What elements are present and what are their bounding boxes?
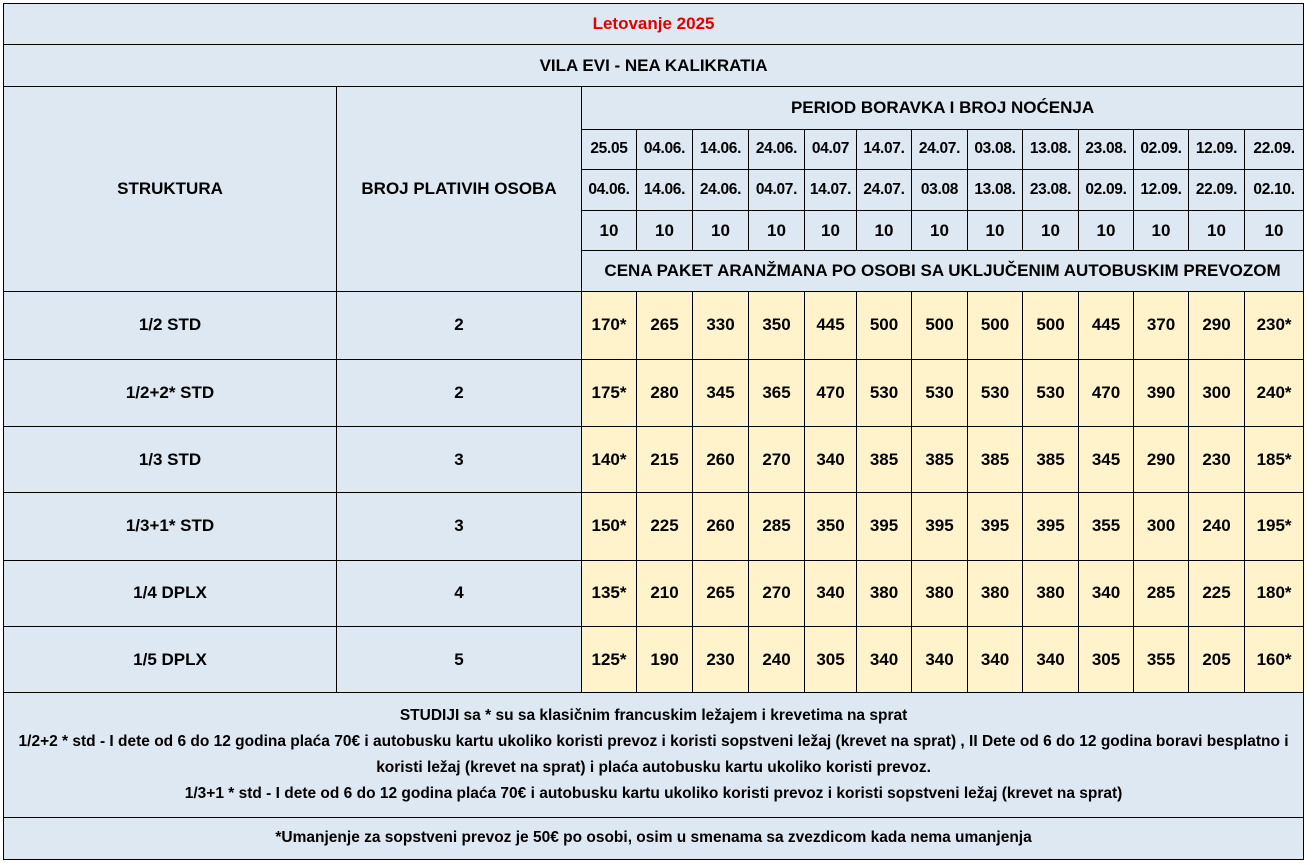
price-cell: 395 [912, 493, 968, 560]
period-nights: 10 [582, 210, 637, 250]
price-cell: 365 [749, 359, 805, 426]
notes-block [4, 693, 1304, 818]
price-cell: 500 [857, 292, 912, 359]
room-structure: 1/3+1* STD [4, 493, 337, 560]
room-structure: 1/2+2* STD [4, 359, 337, 426]
period-end-date: 13.08. [968, 169, 1023, 210]
period-end-date: 04.06. [582, 169, 637, 210]
price-cell: 340 [805, 560, 857, 626]
period-start-date: 03.08. [968, 129, 1023, 169]
period-start-date: 14.07. [857, 129, 912, 169]
price-cell: 380 [1023, 560, 1079, 626]
period-nights: 10 [1023, 210, 1079, 250]
price-cell: 240 [749, 626, 805, 692]
period-end-date: 03.08 [912, 169, 968, 210]
price-cell: 470 [805, 359, 857, 426]
paying-persons: 3 [337, 426, 582, 492]
price-cell: 300 [1189, 359, 1245, 426]
page-title: Letovanje 2025 [4, 4, 1304, 45]
period-start-date: 25.05 [582, 129, 637, 169]
price-cell: 290 [1134, 426, 1189, 492]
price-cell: 300 [1134, 493, 1189, 560]
paying-persons: 2 [337, 359, 582, 426]
price-cell: 230 [693, 626, 749, 692]
price-cell: 125* [582, 626, 637, 692]
table-row [4, 292, 1304, 359]
price-cell: 285 [1134, 560, 1189, 626]
price-cell: 175* [582, 359, 637, 426]
price-cell: 290 [1189, 292, 1245, 359]
period-end-date: 02.09. [1079, 169, 1134, 210]
price-cell: 500 [968, 292, 1023, 359]
period-nights: 10 [912, 210, 968, 250]
price-cell: 395 [968, 493, 1023, 560]
price-cell: 385 [968, 426, 1023, 492]
price-cell: 380 [857, 560, 912, 626]
period-end-date: 14.07. [805, 169, 857, 210]
period-nights: 10 [1189, 210, 1245, 250]
price-cell: 240 [1189, 493, 1245, 560]
price-cell: 270 [749, 426, 805, 492]
paying-persons: 2 [337, 292, 582, 359]
price-cell: 180* [1245, 560, 1304, 626]
price-cell: 225 [637, 493, 693, 560]
price-cell: 340 [968, 626, 1023, 692]
price-cell: 340 [805, 426, 857, 492]
period-start-date: 12.09. [1189, 129, 1245, 169]
price-cell: 225 [1189, 560, 1245, 626]
price-cell: 140* [582, 426, 637, 492]
table-row [4, 426, 1304, 492]
period-end-date: 02.10. [1245, 169, 1304, 210]
period-end-date: 14.06. [637, 169, 693, 210]
period-header: PERIOD BORAVKA I BROJ NOĆENJA [582, 87, 1304, 129]
period-start-date: 02.09. [1134, 129, 1189, 169]
price-cell: 230 [1189, 426, 1245, 492]
price-cell: 170* [582, 292, 637, 359]
price-cell: 285 [749, 493, 805, 560]
table-row [4, 560, 1304, 626]
price-cell: 185* [1245, 426, 1304, 492]
price-cell: 260 [693, 426, 749, 492]
footer-note: *Umanjenje za sopstveni prevoz je 50€ po osobi, osim u smenama sa zvezdicom kada nema umanjenja [4, 817, 1304, 859]
price-cell: 445 [805, 292, 857, 359]
hotel-name: VILA EVI - NEA KALIKRATIA [4, 45, 1304, 87]
price-caption: CENA PAKET ARANŽMANA PO OSOBI SA UKLJUČENIM AUTOBUSKIM PREVOZOM [582, 251, 1304, 292]
price-table [3, 3, 1304, 860]
room-structure: 1/3 STD [4, 426, 337, 492]
price-cell: 350 [805, 493, 857, 560]
price-cell: 445 [1079, 292, 1134, 359]
price-cell: 340 [1079, 560, 1134, 626]
room-structure: 1/5 DPLX [4, 626, 337, 692]
price-cell: 355 [1134, 626, 1189, 692]
period-nights: 10 [1245, 210, 1304, 250]
price-cell: 385 [1023, 426, 1079, 492]
room-structure: 1/4 DPLX [4, 560, 337, 626]
period-start-date: 14.06. [693, 129, 749, 169]
price-cell: 210 [637, 560, 693, 626]
price-cell: 340 [857, 626, 912, 692]
period-start-date: 23.08. [1079, 129, 1134, 169]
period-end-date: 04.07. [749, 169, 805, 210]
period-nights: 10 [1134, 210, 1189, 250]
price-cell: 260 [693, 493, 749, 560]
period-nights: 10 [968, 210, 1023, 250]
structure-header: STRUKTURA [4, 87, 337, 292]
period-start-date: 22.09. [1245, 129, 1304, 169]
table-row [4, 493, 1304, 560]
price-cell: 380 [912, 560, 968, 626]
period-start-date: 24.06. [749, 129, 805, 169]
period-nights: 10 [693, 210, 749, 250]
price-cell: 355 [1079, 493, 1134, 560]
price-cell: 345 [693, 359, 749, 426]
note-line: 1/3+1 * std - I dete od 6 do 12 godina plaća 70€ i autobusku kartu ukoliko koristi prevoz i koristi sopstveni ležaj (krevet na sprat) [184, 785, 1123, 802]
period-nights: 10 [1079, 210, 1134, 250]
table-row [4, 359, 1304, 426]
room-structure: 1/2 STD [4, 292, 337, 359]
period-nights: 10 [805, 210, 857, 250]
price-cell: 265 [693, 560, 749, 626]
price-cell: 345 [1079, 426, 1134, 492]
price-cell: 150* [582, 493, 637, 560]
price-cell: 270 [749, 560, 805, 626]
price-cell: 340 [912, 626, 968, 692]
price-cell: 230* [1245, 292, 1304, 359]
price-cell: 280 [637, 359, 693, 426]
period-end-date: 22.09. [1189, 169, 1245, 210]
price-cell: 395 [857, 493, 912, 560]
price-cell: 530 [968, 359, 1023, 426]
period-nights: 10 [857, 210, 912, 250]
price-cell: 395 [1023, 493, 1079, 560]
table-row [4, 626, 1304, 692]
price-cell: 500 [1023, 292, 1079, 359]
price-cell: 305 [805, 626, 857, 692]
price-cell: 530 [912, 359, 968, 426]
period-nights: 10 [637, 210, 693, 250]
price-cell: 370 [1134, 292, 1189, 359]
price-cell: 380 [968, 560, 1023, 626]
period-nights: 10 [749, 210, 805, 250]
price-cell: 385 [857, 426, 912, 492]
price-cell: 500 [912, 292, 968, 359]
price-cell: 205 [1189, 626, 1245, 692]
price-cell: 470 [1079, 359, 1134, 426]
period-start-date: 04.07 [805, 129, 857, 169]
price-cell: 135* [582, 560, 637, 626]
price-cell: 195* [1245, 493, 1304, 560]
period-start-date: 04.06. [637, 129, 693, 169]
price-cell: 530 [1023, 359, 1079, 426]
period-end-date: 23.08. [1023, 169, 1079, 210]
price-cell: 530 [857, 359, 912, 426]
period-end-date: 24.07. [857, 169, 912, 210]
note-line: 1/2+2 * std - I dete od 6 do 12 godina plaća 70€ i autobusku kartu ukoliko koristi prevoz i koristi sopstveni ležaj (krevet na sprat) , II Dete od 6 do 12 godina boravi besplatno i koristi ležaj (krevet na sprat) i plaća autobusku kartu ukoliko koristi prevoz. [18, 733, 1289, 776]
price-cell: 390 [1134, 359, 1189, 426]
period-end-date: 12.09. [1134, 169, 1189, 210]
price-cell: 350 [749, 292, 805, 359]
period-start-date: 13.08. [1023, 129, 1079, 169]
paying-persons: 3 [337, 493, 582, 560]
price-cell: 160* [1245, 626, 1304, 692]
period-start-date: 24.07. [912, 129, 968, 169]
price-cell: 190 [637, 626, 693, 692]
note-line: STUDIJI sa * su sa klasičnim francuskim ležajem i krevetima na sprat [399, 707, 908, 724]
price-cell: 305 [1079, 626, 1134, 692]
paying-persons: 5 [337, 626, 582, 692]
price-cell: 240* [1245, 359, 1304, 426]
paying-persons: 4 [337, 560, 582, 626]
price-cell: 385 [912, 426, 968, 492]
price-cell: 265 [637, 292, 693, 359]
price-cell: 330 [693, 292, 749, 359]
price-cell: 340 [1023, 626, 1079, 692]
price-cell: 215 [637, 426, 693, 492]
persons-header: BROJ PLATIVIH OSOBA [337, 87, 582, 292]
period-end-date: 24.06. [693, 169, 749, 210]
